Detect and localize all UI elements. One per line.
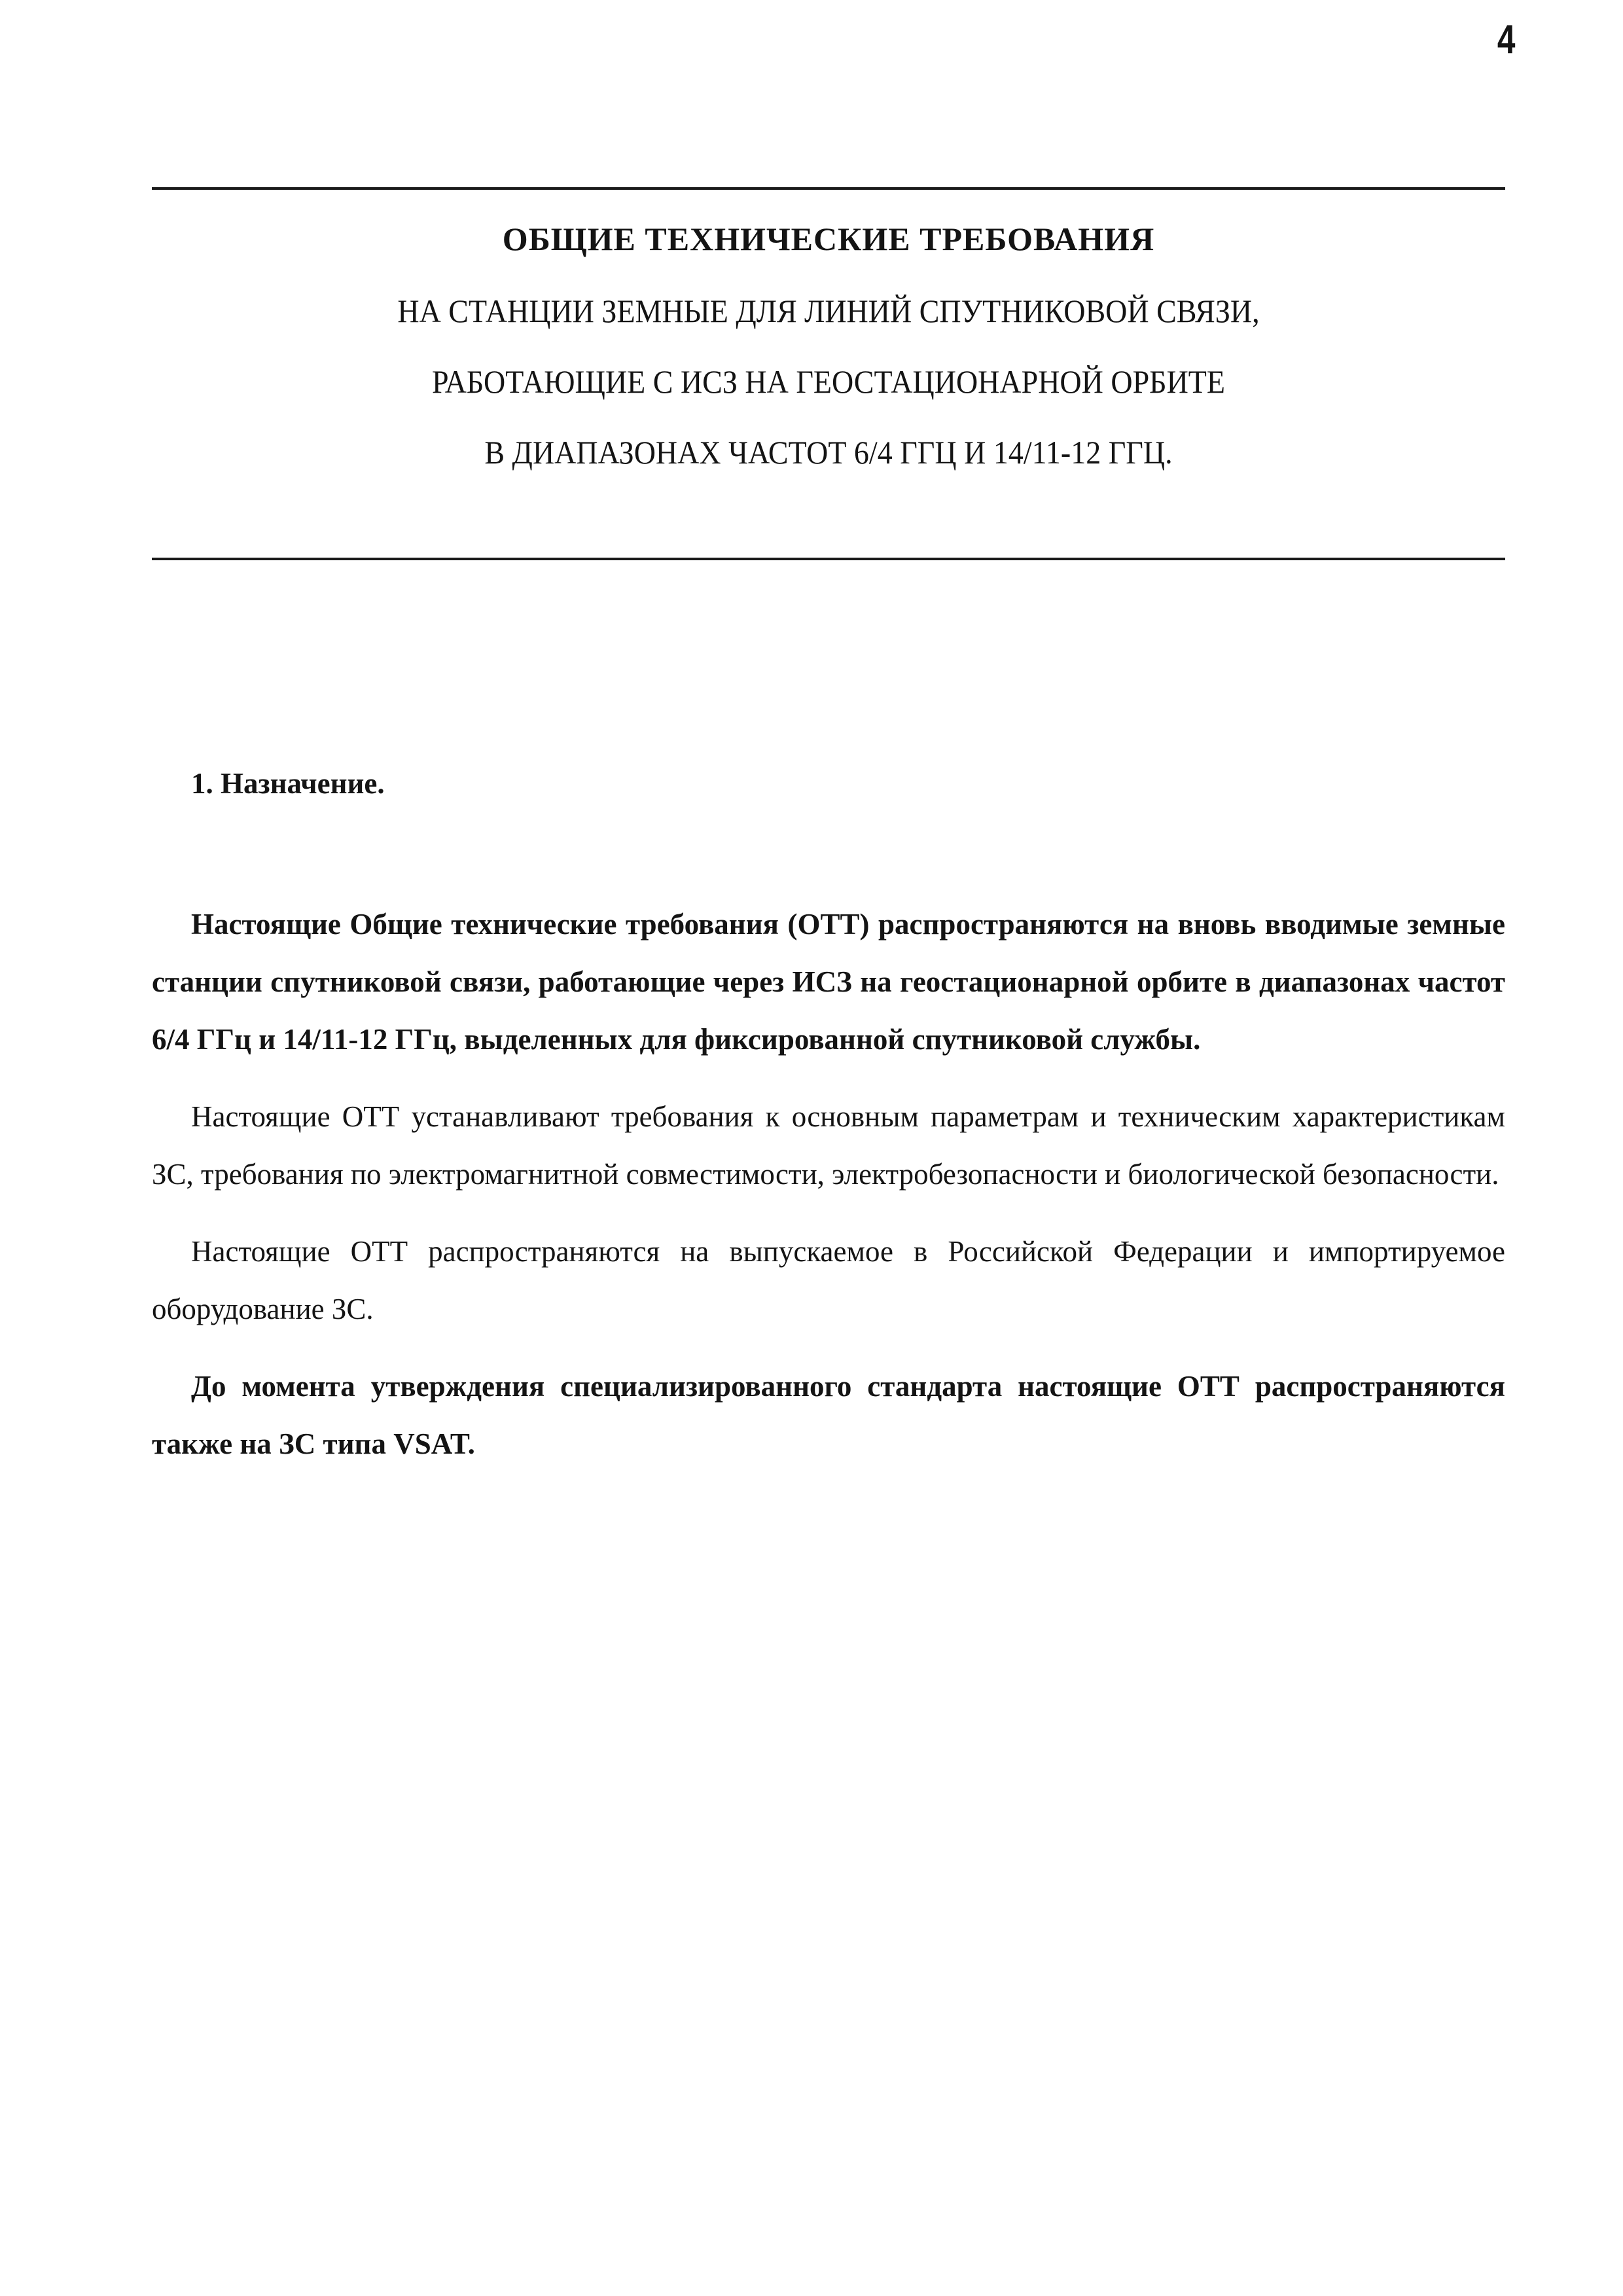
title-line-2: РАБОТАЮЩИЕ С ИСЗ НА ГЕОСТАЦИОНАРНОЙ ОРБИТЕ	[431, 363, 1225, 400]
page-number: 4	[1497, 17, 1515, 62]
title-line-1: НА СТАНЦИИ ЗЕМНЫЕ ДЛЯ ЛИНИЙ СПУТНИКОВОЙ СВЯЗИ,	[397, 293, 1260, 329]
document-title	[152, 223, 1505, 507]
section-heading: 1. Назначение.	[191, 767, 385, 800]
bottom-rule	[152, 558, 1505, 560]
paragraph-2: Настоящие ОТТ устанавливают требования к основным параметрам и техническим характеристикам ЗС, требования по электромагнитной совместимости, электробезопасности и биологической безопасности.	[152, 1100, 1505, 1191]
paragraph-3: Настоящие ОТТ распространяются на выпускаемое в Российской Федерации и импортируемое оборудование ЗС.	[152, 1235, 1505, 1325]
paragraph-4: До момента утверждения специализированного стандарта настоящие ОТТ распространяются также на ЗС типа VSAT.	[152, 1370, 1505, 1460]
title-line-3: В ДИАПАЗОНАХ ЧАСТОТ 6/4 ГГЦ И 14/11-12 ГГЦ.	[484, 434, 1173, 471]
title-main: ОБЩИЕ ТЕХНИЧЕСКИЕ ТРЕБОВАНИЯ	[502, 221, 1155, 257]
paragraph-1: Настоящие Общие технические требования (ОТТ) распространяются на вновь вводимые земные станции спутниковой связи, работающие через ИСЗ на геостационарной орбите в диапазонах частот 6/4 ГГц и 14/11-12 ГГц, выделенных для фиксированной спутниковой службы.	[152, 908, 1505, 1056]
top-rule	[152, 187, 1505, 190]
section-purpose	[152, 769, 1505, 1492]
